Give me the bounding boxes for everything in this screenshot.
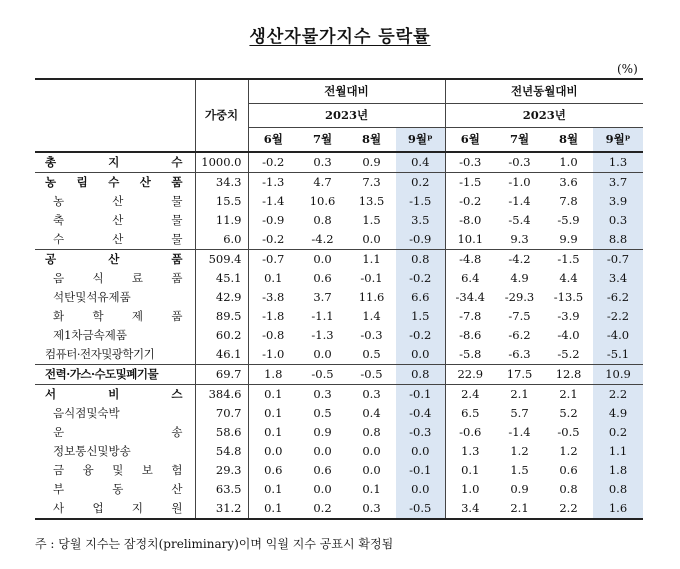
mom-cell: 3.7 <box>313 290 332 304</box>
weight-cell: 384.6 <box>195 385 248 405</box>
unit-label: (%) <box>617 62 638 76</box>
mom-cell: 1.5 <box>362 213 381 227</box>
mom-cell: 0.0 <box>313 347 332 361</box>
weight-cell: 29.3 <box>195 461 248 480</box>
mom-cell: -0.5 <box>298 365 347 385</box>
table-row <box>35 499 643 519</box>
mom-cell: 0.0 <box>396 345 445 365</box>
yoy-cell: 3.7 <box>593 173 643 193</box>
mom-cell: -0.8 <box>248 326 298 345</box>
yoy-cell: -5.8 <box>445 345 495 365</box>
yoy-header: 전년동월대비 <box>445 79 643 104</box>
yoy-cell: 0.2 <box>593 423 643 442</box>
page-title: 생산자물가지수 등락률 <box>249 27 431 47</box>
mom-cell: -0.5 <box>347 365 396 385</box>
mom-cell: -1.8 <box>248 307 298 326</box>
table-body <box>35 152 643 519</box>
table-row <box>35 211 643 230</box>
table-row <box>35 385 643 405</box>
mom-cell: 1.8 <box>248 365 298 385</box>
mom-cell: -1.1 <box>311 309 334 323</box>
yoy-cell: 1.3 <box>445 442 495 461</box>
mom-cell: 0.3 <box>347 385 396 405</box>
mom-cell: -0.4 <box>396 404 445 423</box>
mom-cell: 0.0 <box>396 442 445 461</box>
row-label: 컴퓨터·전자및광학기기 <box>45 347 155 361</box>
footnote: 주 : 당월 지수는 잠정치(preliminary)이며 익월 지수 공표시 확정됨 <box>35 537 394 551</box>
yoy-cell: 9.3 <box>510 232 529 246</box>
yoy-cell: -0.2 <box>445 192 495 211</box>
mom-cell: 0.8 <box>396 250 445 270</box>
ppi-table <box>35 78 643 520</box>
yoy-cell: -4.8 <box>445 250 495 270</box>
weight-cell: 70.7 <box>195 404 248 423</box>
mom-cell: 1.5 <box>396 307 445 326</box>
table-row <box>35 442 643 461</box>
table-row <box>35 250 643 270</box>
yoy-cell: 3.6 <box>544 173 593 193</box>
mom-cell: 0.0 <box>362 444 381 458</box>
mom-cell: 0.5 <box>362 347 381 361</box>
yoy-cell: -29.3 <box>504 290 535 304</box>
mom-cell: -0.2 <box>248 152 298 173</box>
mom-cell: 0.6 <box>248 461 298 480</box>
mom-cell: 0.3 <box>298 385 347 405</box>
mom-cell: 0.2 <box>298 499 347 519</box>
row-label: 전력·가스·수도및폐기물 <box>35 365 195 385</box>
yoy-year: 2023년 <box>445 104 643 128</box>
mom-cell: 0.0 <box>396 480 445 499</box>
mom-cell: 0.1 <box>248 499 298 519</box>
yoy-cell: -1.0 <box>495 173 544 193</box>
yoy-cell: -0.3 <box>508 155 531 169</box>
mom-cell: -0.1 <box>396 461 445 480</box>
weight-cell: 11.9 <box>195 211 248 230</box>
yoy-cell: -4.2 <box>495 250 544 270</box>
row-label: 농 산 물 <box>53 194 183 208</box>
mom-year: 2023년 <box>248 104 445 128</box>
yoy-cell: -5.9 <box>557 213 580 227</box>
mom-cell: 6.6 <box>396 288 445 307</box>
mom-cell: 0.4 <box>362 406 381 420</box>
yoy-cell: -8.0 <box>445 211 495 230</box>
yoy-cell: 4.4 <box>559 271 578 285</box>
yoy-cell: 22.9 <box>445 365 495 385</box>
yoy-cell: 8.8 <box>593 230 643 250</box>
mom-cell: 0.0 <box>313 444 332 458</box>
mom-cell: -0.2 <box>396 269 445 288</box>
yoy-cell: -0.5 <box>557 425 580 439</box>
yoy-cell: 3.9 <box>593 192 643 211</box>
mom-cell: -0.1 <box>360 271 383 285</box>
yoy-cell: -0.3 <box>445 152 495 173</box>
mom-cell: 0.1 <box>248 269 298 288</box>
weight-cell: 6.0 <box>195 230 248 250</box>
yoy-cell: 0.6 <box>559 463 578 477</box>
month-header: 7월 <box>298 128 347 153</box>
table-row <box>35 173 643 193</box>
mom-cell: 4.7 <box>298 173 347 193</box>
mom-cell: -1.4 <box>248 192 298 211</box>
weight-cell: 63.5 <box>195 480 248 499</box>
row-label: 서 비 스 <box>35 385 195 405</box>
mom-cell: 0.4 <box>396 152 445 173</box>
table-row <box>35 365 643 385</box>
yoy-cell: 12.8 <box>544 365 593 385</box>
yoy-cell: 2.1 <box>495 499 544 519</box>
weight-cell: 58.6 <box>195 423 248 442</box>
yoy-cell: -4.0 <box>593 326 643 345</box>
yoy-cell: 6.4 <box>445 269 495 288</box>
mom-cell: 0.8 <box>396 365 445 385</box>
yoy-cell: 7.8 <box>559 194 578 208</box>
yoy-cell: 17.5 <box>495 365 544 385</box>
yoy-cell: 10.9 <box>593 365 643 385</box>
table-row <box>35 423 643 442</box>
mom-cell: 11.6 <box>358 290 385 304</box>
weight-cell: 15.5 <box>195 192 248 211</box>
mom-cell: -0.9 <box>248 211 298 230</box>
yoy-cell: -5.1 <box>593 345 643 365</box>
yoy-cell: 1.0 <box>445 480 495 499</box>
mom-cell: -0.9 <box>396 230 445 250</box>
mom-cell: -1.3 <box>248 173 298 193</box>
yoy-cell: 4.9 <box>510 271 529 285</box>
mom-cell: 10.6 <box>309 194 336 208</box>
yoy-cell: 10.1 <box>445 230 495 250</box>
mom-cell: 0.6 <box>313 271 332 285</box>
row-label: 정보통신및방송 <box>53 444 131 458</box>
row-label: 금 융 및 보 험 <box>53 463 183 477</box>
yoy-cell: 9.9 <box>559 232 578 246</box>
weight-cell: 1000.0 <box>195 152 248 173</box>
mom-cell: -1.5 <box>396 192 445 211</box>
mom-cell: 0.1 <box>248 385 298 405</box>
mom-cell: 0.3 <box>347 499 396 519</box>
mom-header: 전월대비 <box>248 79 445 104</box>
yoy-cell: -6.2 <box>508 328 531 342</box>
yoy-cell: -0.6 <box>445 423 495 442</box>
mom-cell: 1.1 <box>347 250 396 270</box>
row-label: 수 산 물 <box>53 232 183 246</box>
row-label: 부 동 산 <box>53 482 183 496</box>
yoy-cell: 0.8 <box>593 480 643 499</box>
yoy-cell: -6.2 <box>593 288 643 307</box>
mom-cell: -4.2 <box>311 232 334 246</box>
mom-cell: 1.4 <box>362 309 381 323</box>
mom-cell: 0.1 <box>362 482 381 496</box>
mom-cell: 0.0 <box>362 232 381 246</box>
row-label: 제1차금속제품 <box>53 328 127 342</box>
mom-cell: 7.3 <box>347 173 396 193</box>
row-label: 화 학 제 품 <box>53 309 183 323</box>
month-header: 8월 <box>347 128 396 153</box>
row-label: 공 산 품 <box>35 250 195 270</box>
weight-cell: 89.5 <box>195 307 248 326</box>
weight-cell: 54.8 <box>195 442 248 461</box>
yoy-cell: -7.5 <box>508 309 531 323</box>
yoy-cell: 6.5 <box>445 404 495 423</box>
weight-cell: 46.1 <box>195 345 248 365</box>
table-row <box>35 326 643 345</box>
yoy-cell: -8.6 <box>445 326 495 345</box>
header-row-group <box>35 79 643 104</box>
yoy-cell: 2.4 <box>445 385 495 405</box>
row-label: 축 산 물 <box>53 213 183 227</box>
table-row <box>35 152 643 173</box>
month-header: 9월ᵖ <box>396 128 445 153</box>
yoy-cell: -34.4 <box>445 288 495 307</box>
yoy-cell: -6.3 <box>508 347 531 361</box>
mom-cell: 0.0 <box>313 482 332 496</box>
yoy-cell: -7.8 <box>445 307 495 326</box>
yoy-cell: -2.2 <box>593 307 643 326</box>
yoy-cell: -1.4 <box>508 425 531 439</box>
yoy-cell: 2.2 <box>593 385 643 405</box>
yoy-cell: 4.9 <box>593 404 643 423</box>
mom-cell: 0.2 <box>396 173 445 193</box>
yoy-cell: 3.4 <box>593 269 643 288</box>
mom-cell: -0.2 <box>396 326 445 345</box>
yoy-cell: -0.7 <box>593 250 643 270</box>
mom-cell: 13.5 <box>358 194 385 208</box>
weight-cell: 34.3 <box>195 173 248 193</box>
row-label: 사 업 지 원 <box>35 499 195 519</box>
mom-cell: -3.8 <box>248 288 298 307</box>
row-label: 운 송 <box>53 425 183 439</box>
month-header: 7월 <box>495 128 544 153</box>
table-row <box>35 307 643 326</box>
yoy-cell: -1.5 <box>445 173 495 193</box>
mom-cell: 0.0 <box>248 442 298 461</box>
table-row <box>35 404 643 423</box>
mom-cell: 0.0 <box>298 250 347 270</box>
mom-cell: -1.3 <box>311 328 334 342</box>
weight-cell: 509.4 <box>195 250 248 270</box>
weight-cell: 31.2 <box>195 499 248 519</box>
yoy-cell: -5.2 <box>557 347 580 361</box>
mom-cell: 0.9 <box>313 425 332 439</box>
mom-cell: 0.8 <box>313 213 332 227</box>
yoy-cell: -5.4 <box>508 213 531 227</box>
yoy-cell: 1.3 <box>593 152 643 173</box>
yoy-cell: 3.4 <box>445 499 495 519</box>
yoy-cell: 1.1 <box>593 442 643 461</box>
yoy-cell: 5.2 <box>559 406 578 420</box>
yoy-cell: 0.3 <box>593 211 643 230</box>
mom-cell: -1.0 <box>248 345 298 365</box>
month-header: 8월 <box>544 128 593 153</box>
yoy-cell: 0.1 <box>445 461 495 480</box>
table-row <box>35 345 643 365</box>
yoy-cell: 0.9 <box>510 482 529 496</box>
yoy-cell: 1.5 <box>510 463 529 477</box>
mom-cell: -0.1 <box>396 385 445 405</box>
mom-cell: -0.7 <box>248 250 298 270</box>
yoy-cell: 1.6 <box>593 499 643 519</box>
yoy-cell: 2.1 <box>495 385 544 405</box>
table-row <box>35 192 643 211</box>
table-row <box>35 480 643 499</box>
yoy-cell: -1.5 <box>544 250 593 270</box>
row-label: 총 지 수 <box>45 155 183 169</box>
yoy-cell: 1.2 <box>510 444 529 458</box>
mom-cell: -0.5 <box>396 499 445 519</box>
yoy-cell: 5.7 <box>510 406 529 420</box>
row-label: 석탄및석유제품 <box>53 290 131 304</box>
weight-cell: 60.2 <box>195 326 248 345</box>
table-row <box>35 230 643 250</box>
mom-cell: 0.9 <box>362 155 381 169</box>
yoy-cell: 0.8 <box>559 482 578 496</box>
yoy-cell: -3.9 <box>557 309 580 323</box>
table-row <box>35 288 643 307</box>
weight-cell: 69.7 <box>195 365 248 385</box>
mom-cell: -0.3 <box>360 328 383 342</box>
weight-cell: 42.9 <box>195 288 248 307</box>
mom-cell: 0.3 <box>313 155 332 169</box>
mom-cell: 0.0 <box>362 463 381 477</box>
yoy-cell: 1.8 <box>593 461 643 480</box>
table-row <box>35 461 643 480</box>
yoy-cell: -1.4 <box>508 194 531 208</box>
yoy-cell: -13.5 <box>553 290 584 304</box>
yoy-cell: 1.0 <box>559 155 578 169</box>
mom-cell: 0.1 <box>248 404 298 423</box>
mom-cell: 0.1 <box>248 423 298 442</box>
month-header: 9월ᵖ <box>593 128 643 153</box>
weight-header: 가중치 <box>195 79 248 152</box>
yoy-cell: 2.2 <box>544 499 593 519</box>
mom-cell: 0.5 <box>313 406 332 420</box>
mom-cell: 0.8 <box>362 425 381 439</box>
mom-cell: 3.5 <box>396 211 445 230</box>
yoy-cell: 2.1 <box>544 385 593 405</box>
header-blank <box>35 79 195 152</box>
mom-cell: -0.3 <box>396 423 445 442</box>
mom-cell: -0.2 <box>248 230 298 250</box>
yoy-cell: 1.2 <box>559 444 578 458</box>
table-row <box>35 269 643 288</box>
month-header: 6월 <box>248 128 298 153</box>
row-label: 농 림 수 산 품 <box>35 173 195 193</box>
weight-cell: 45.1 <box>195 269 248 288</box>
mom-cell: 0.1 <box>248 480 298 499</box>
month-header: 6월 <box>445 128 495 153</box>
row-label: 음 식 료 품 <box>53 271 183 285</box>
mom-cell: 0.6 <box>313 463 332 477</box>
row-label: 음식점및숙박 <box>53 406 120 420</box>
yoy-cell: -4.0 <box>557 328 580 342</box>
